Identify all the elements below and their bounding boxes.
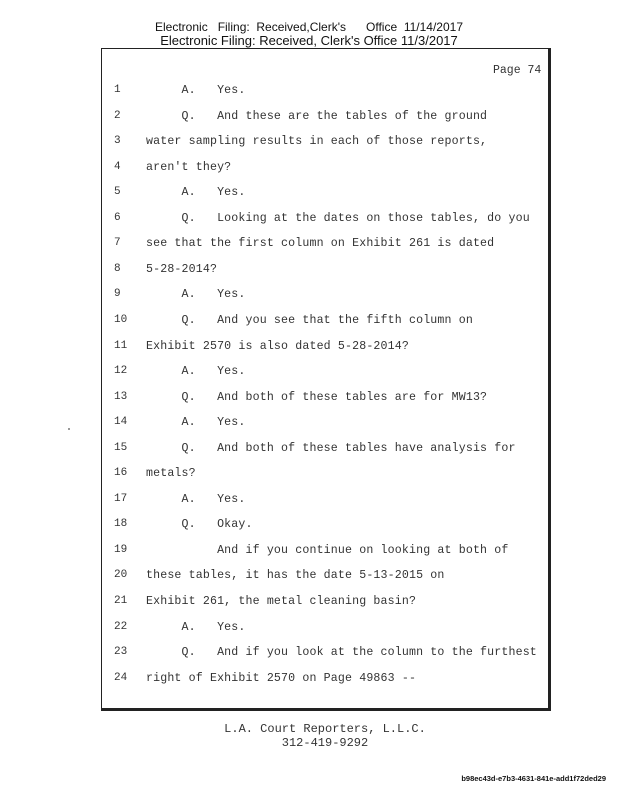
line-number: 14: [114, 416, 128, 429]
line-number: 23: [114, 646, 128, 659]
line-text: Q. Looking at the dates on those tables, do you: [146, 211, 530, 225]
line-number: 8: [114, 262, 121, 275]
transcript-line: [0, 493, 560, 511]
line-text: see that the first column on Exhibit 261 is dated: [146, 237, 495, 251]
transcript-line: [0, 186, 560, 204]
line-number: 22: [114, 620, 128, 633]
line-number: 13: [114, 390, 128, 403]
transcript-line: [0, 161, 560, 179]
line-text: Q. Okay.: [146, 518, 253, 532]
line-number: 16: [114, 467, 128, 480]
transcript-line: [0, 518, 560, 536]
transcript-line: [0, 569, 560, 587]
line-text: aren't they?: [146, 160, 232, 174]
transcript-line: [0, 237, 560, 255]
line-number: 19: [114, 543, 128, 556]
line-number: 11: [114, 339, 128, 352]
filing-stamp-2: Electronic Filing: Received, Clerk's Office 11/3/2017: [160, 33, 458, 48]
line-text: A. Yes.: [146, 620, 246, 634]
transcript-line: [0, 288, 560, 306]
line-number: 21: [114, 595, 128, 607]
line-number: 2: [114, 109, 121, 122]
transcript-line: [0, 340, 560, 358]
transcript-line: [0, 467, 560, 485]
line-text: A. Yes.: [146, 288, 246, 302]
line-number: 3: [114, 135, 121, 148]
line-number: 5: [114, 186, 121, 199]
filing-stamp-1: Electronic Filing: Received,Clerk's Office 11/14/2017: [155, 20, 463, 34]
line-text: Q. And both of these tables are for MW13?: [146, 390, 488, 404]
line-number: 24: [114, 671, 128, 684]
line-text: Q. And both of these tables have analysis for: [146, 441, 516, 455]
line-number: 9: [114, 288, 121, 301]
line-number: 6: [114, 211, 121, 224]
line-number: 7: [114, 237, 121, 250]
line-number: 15: [114, 441, 128, 454]
transcript-line: [0, 595, 560, 613]
transcript-line: [0, 110, 560, 128]
reporter-phone: 312-419-9292: [281, 736, 369, 750]
line-text: Q. And you see that the fifth column on: [146, 313, 473, 327]
line-number: 20: [114, 569, 128, 582]
transcript-line: [0, 212, 560, 230]
line-text: And if you continue on looking at both of: [146, 543, 509, 557]
line-text: these tables, it has the date 5-13-2015 on: [146, 569, 445, 583]
transcript-line: [0, 416, 560, 434]
transcript-line: [0, 646, 560, 664]
line-text: A. Yes.: [146, 84, 246, 97]
transcript-line: [0, 314, 560, 332]
line-text: 5-28-2014?: [146, 262, 218, 276]
transcript-line: [0, 391, 560, 409]
line-text: A. Yes.: [146, 492, 246, 506]
page-label: Page 74: [493, 64, 542, 77]
transcript-line: [0, 621, 560, 639]
transcript-line: [0, 135, 560, 153]
line-text: A. Yes.: [146, 365, 246, 379]
transcript-line: [0, 442, 560, 460]
transcript-line: [0, 544, 560, 562]
line-text: right of Exhibit 2570 on Page 49863 --: [146, 671, 417, 685]
line-number: 1: [114, 84, 121, 96]
line-number: 12: [114, 365, 128, 378]
transcript-line: [0, 84, 560, 102]
transcript-line: [0, 365, 560, 383]
line-text: A. Yes.: [146, 186, 246, 200]
transcript-line: [0, 672, 560, 690]
line-number: 10: [114, 313, 128, 326]
line-text: A. Yes.: [146, 416, 246, 430]
line-text: metals?: [146, 467, 196, 481]
line-text: Exhibit 2570 is also dated 5-28-2014?: [146, 339, 409, 353]
line-text: water sampling results in each of those reports,: [146, 135, 488, 149]
line-number: 4: [114, 160, 121, 173]
line-number: 17: [114, 492, 128, 505]
reporter-company: L.A. Court Reporters, L.L.C.: [224, 722, 426, 736]
line-text: Exhibit 261, the metal cleaning basin?: [146, 595, 417, 608]
line-text: Q. And if you look at the column to the furthest: [146, 646, 537, 660]
document-id: b98ec43d-e7b3-4631-841e-add1f72ded29: [461, 774, 606, 783]
line-text: Q. And these are the tables of the ground: [146, 109, 488, 123]
transcript-line: [0, 263, 560, 281]
line-number: 18: [114, 518, 128, 531]
